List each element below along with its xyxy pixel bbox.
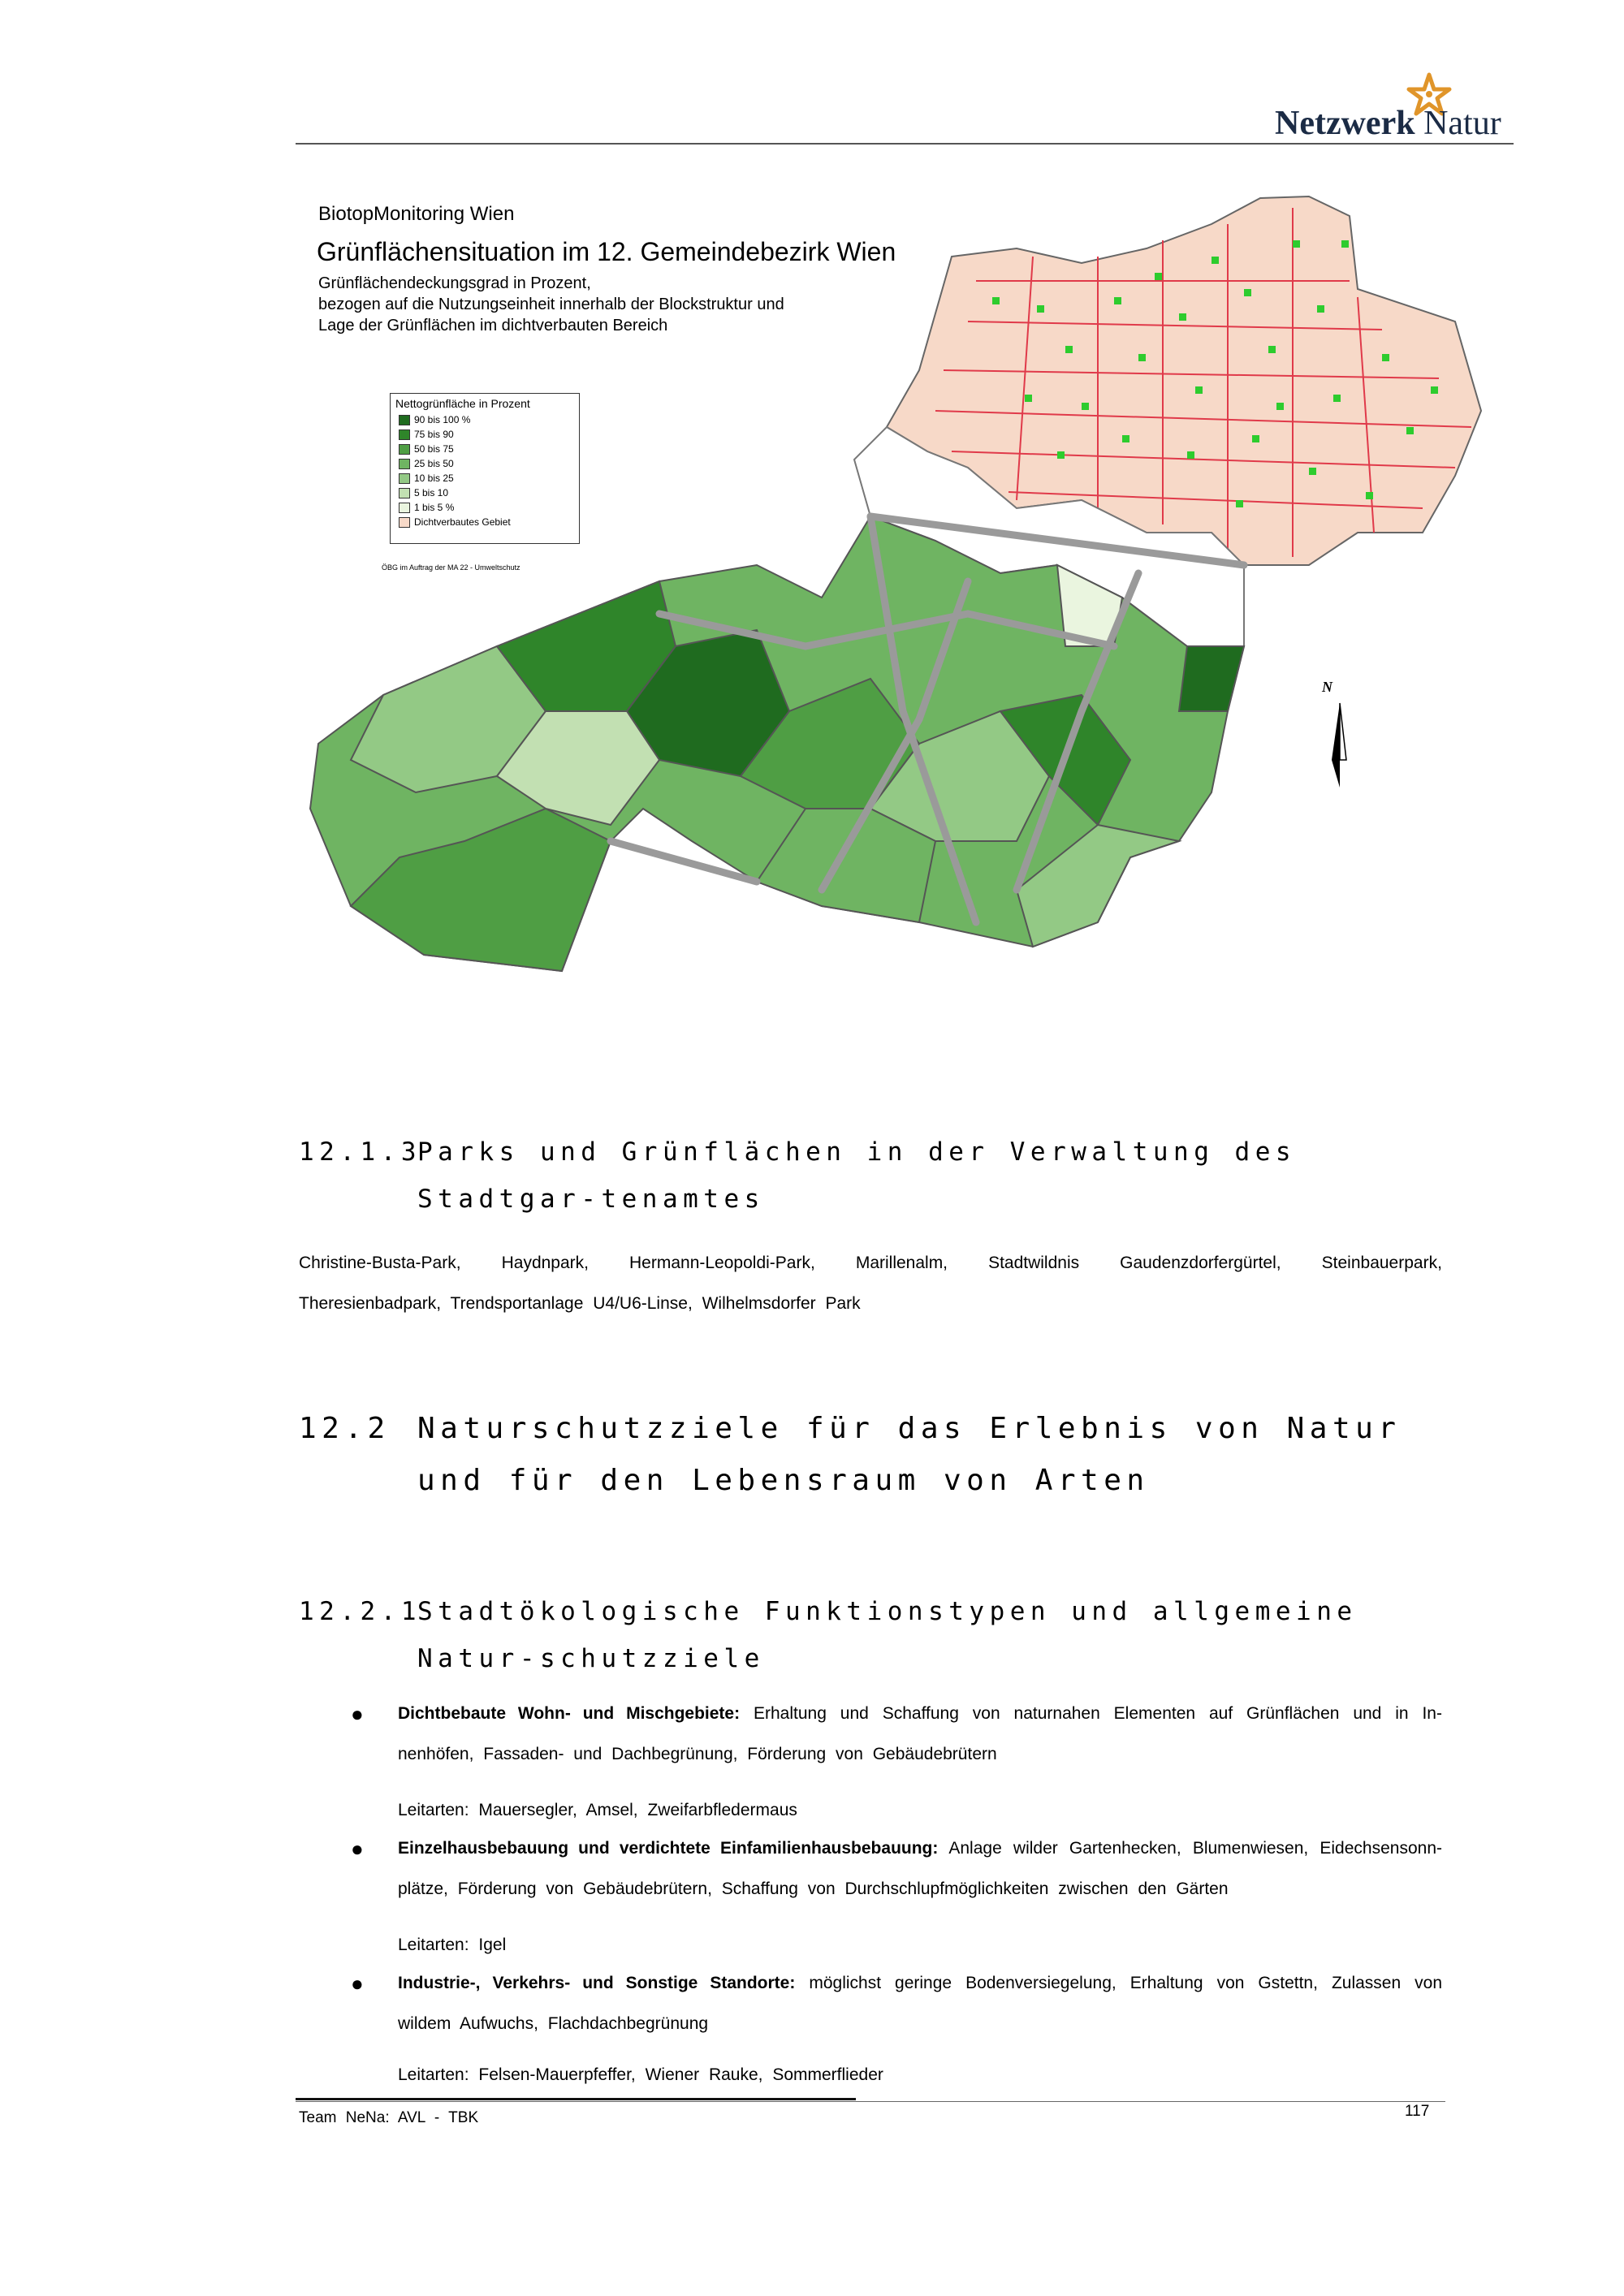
page-number: 117 [1405, 2103, 1430, 2120]
heading-number: 12.1.3 [299, 1137, 421, 1167]
legend-swatch [399, 415, 410, 425]
park-name: Haydnpark, [501, 1254, 589, 1272]
north-arrow [1315, 679, 1356, 792]
legend-item: 75 bis 90 [399, 429, 454, 439]
logo-text [1275, 104, 1501, 143]
bullet-icon: ● [351, 1836, 364, 1861]
leitarten: Leitarten: Igel [398, 1936, 507, 1954]
heading-number: 12.2.1 [299, 1597, 421, 1626]
bullet-text: möglichst geringe Bodenversiegelung, Erhaltung von Gstettn, Zulassen von wildem Aufwuchs, Flachdachbegrünung [398, 1974, 1442, 2033]
legend-item: 5 bis 10 [399, 488, 448, 498]
map-legend [390, 393, 580, 544]
park-name: Marillenalm, [855, 1254, 948, 1272]
heading-12-1-3 [299, 1129, 1444, 1226]
north-arrow-icon [1315, 679, 1356, 792]
bullet-icon: ● [351, 1971, 364, 1996]
bullet-term: Dichtbebaute Wohn- und Mischgebiete: [398, 1704, 741, 1723]
footer-rule-thick [296, 2098, 856, 2100]
bullet-term: Einzelhausbebauung und verdichtete Einfamilienhausbebauung: [398, 1839, 939, 1858]
heading-number: 12.2 [299, 1412, 391, 1445]
legend-item: 10 bis 25 [399, 473, 454, 483]
legend-item: 90 bis 100 % [399, 415, 470, 425]
bullet-paragraph [398, 1828, 1442, 1910]
legend-swatch [399, 444, 410, 455]
legend-title: Nettogrünfläche in Prozent [395, 397, 530, 410]
bullet-paragraph [398, 1963, 1442, 2044]
heading-title: Naturschutzziele für das Erlebnis von Natur und für den Lebensraum von Arten [417, 1412, 1402, 1497]
map-title-small: BiotopMonitoring Wien [318, 203, 515, 225]
map-credit: ÖBG im Auftrag der MA 22 - Umweltschutz [382, 563, 520, 572]
legend-swatch [399, 459, 410, 469]
heading-title: Stadtökologische Funktionstypen und allgemeine Natur-schutzziele [417, 1597, 1358, 1673]
legend-item: 50 bis 75 [399, 444, 454, 454]
map-title-large: Grünflächensituation im 12. Gemeindebezirk Wien [317, 237, 896, 266]
legend-item: 25 bis 50 [399, 459, 454, 468]
north-label: N [1322, 679, 1332, 695]
bullet-text: Anlage wilder Gartenhecken, Blumenwiesen, Eidechsensonn-plätze, Förderung von Gebäudebrütern, Schaffung von Durchschlupfmöglichkeiten zwischen den Gärten [398, 1839, 1442, 1898]
bullet-icon: ● [351, 1702, 364, 1726]
park-name: Gaudenzdorfergürtel, [1120, 1254, 1281, 1272]
logo [1250, 71, 1510, 145]
legend-swatch [399, 517, 410, 528]
logo-regular: Natur [1423, 105, 1501, 142]
park-list-line-1 [299, 1254, 1442, 1273]
park-name: Hermann-Leopoldi-Park, [629, 1254, 815, 1272]
park-name: Steinbauerpark, [1321, 1254, 1442, 1272]
map-subtitle: Grünflächendeckungsgrad in Prozent, bezogen auf die Nutzungseinheit innerhalb der Blockstruktur und Lage der Grünflächen im dichtverbauten Bereich [318, 274, 784, 334]
legend-swatch [399, 429, 410, 440]
leitarten: Leitarten: Mauersegler, Amsel, Zweifarbfledermaus [398, 1801, 797, 1819]
footer-rule [296, 2101, 1445, 2102]
park-list-line-2: Theresienbadpark, Trendsportanlage U4/U6-Linse, Wilhelmsdorfer Park [299, 1294, 861, 1313]
heading-12-2 [299, 1403, 1444, 1508]
bullet-term: Industrie-, Verkehrs- und Sonstige Standorte: [398, 1974, 796, 1992]
bullet-text: Erhaltung und Schaffung von naturnahen Elementen auf Grünflächen und in In-nenhöfen, Fassaden- und Dachbegrünung, Förderung von Gebäudebrütern [398, 1704, 1442, 1763]
legend-swatch [399, 503, 410, 513]
heading-title: Parks und Grünflächen in der Verwaltung des Stadtgar-tenamtes [417, 1137, 1297, 1214]
bullet-paragraph [398, 1694, 1442, 1775]
legend-swatch [399, 473, 410, 484]
leitarten: Leitarten: Felsen-Mauerpfeffer, Wiener Rauke, Sommerflieder [398, 2065, 883, 2084]
park-name: Christine-Busta-Park, [299, 1254, 461, 1272]
legend-item: Dichtverbautes Gebiet [399, 517, 511, 527]
legend-swatch [399, 488, 410, 498]
park-name: Stadtwildnis [988, 1254, 1080, 1272]
legend-item: 1 bis 5 % [399, 503, 454, 512]
logo-bold: Netzwerk [1275, 105, 1415, 142]
header-rule [296, 143, 1514, 145]
footer-team: Team NeNa: AVL - TBK [299, 2109, 479, 2126]
heading-12-2-1 [299, 1588, 1444, 1685]
